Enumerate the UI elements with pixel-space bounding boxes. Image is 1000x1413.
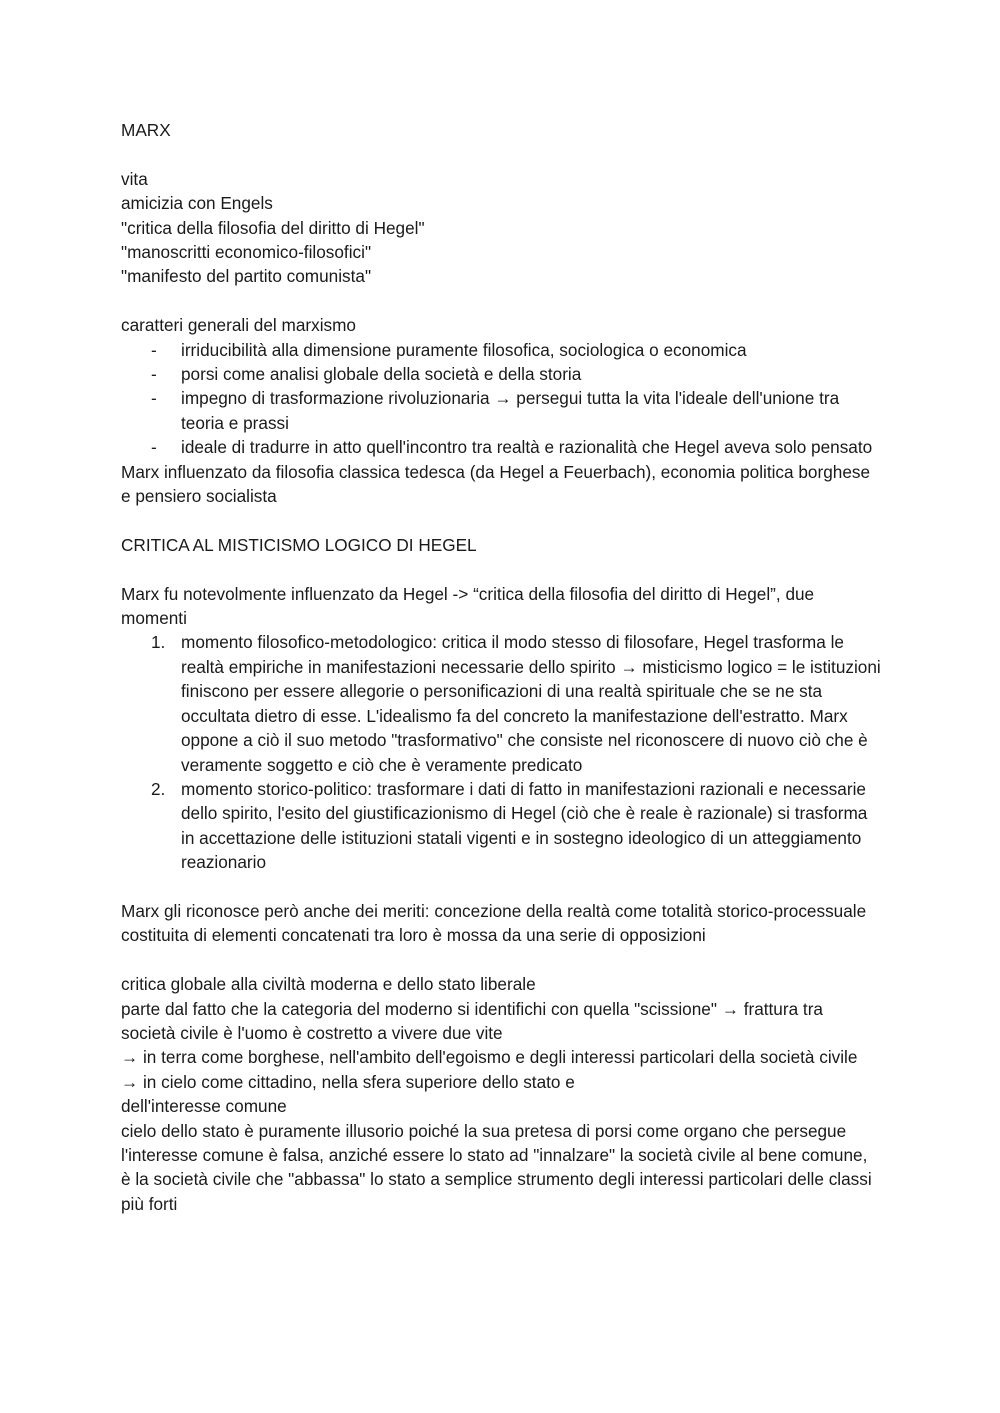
- list-item: [121, 386, 881, 435]
- caratteri-heading: caratteri generali del marxismo: [121, 315, 356, 336]
- document-title: MARX: [121, 120, 171, 140]
- globale-paragraph: dell'interesse comune: [121, 1096, 287, 1117]
- list-item: [121, 777, 881, 875]
- list-item-text: ideale di tradurre in atto quell'incontro tra realtà e razionalità che Hegel aveva solo pensato: [181, 437, 873, 458]
- bullet-marker: -: [151, 437, 157, 458]
- list-item: [121, 630, 881, 776]
- spacer: [121, 948, 881, 972]
- vita-line: amicizia con Engels: [121, 193, 273, 214]
- list-item-text: momento storico-politico: trasformare i dati di fatto in manifestazioni razionali e necessarie dello spirito, l'esito del giustificazionismo di Hegel (ciò che è reale è razionale) si trasforma in accettazione delle istituzioni statali vigenti e in sostegno ideologico di un atteggiamento reazionario: [181, 778, 868, 873]
- spacer: [121, 508, 881, 532]
- globale-paragraph: parte dal fatto che la categoria del moderno si identifichi con quella "scissione" → frattura tra società civile è l'uomo è costretto a vivere due vite: [121, 998, 823, 1043]
- vita-heading: vita: [121, 168, 148, 189]
- list-item: [121, 435, 881, 459]
- document-page: [121, 118, 881, 1216]
- bullet-marker: -: [151, 388, 157, 409]
- bullet-marker: -: [151, 364, 157, 385]
- list-item-text: momento filosofico-metodologico: critica il modo stesso di filosofare, Hegel trasforma le realtà empiriche in manifestazioni necessarie dello spirito → misticismo logico = le istituzioni finiscono per essere allegorie o personificazioni di una realtà spirituale che se ne sta occultata dietro di esse. L'idealismo fa del concreto la manifestazione dell'estratto. Marx oppone a ciò il suo metodo "trasformativo" che consiste nel riconoscere di nuovo ciò che è veramente soggetto e ciò che è veramente predicato: [181, 632, 881, 775]
- bullet-marker: -: [151, 339, 157, 360]
- list-item-text: impegno di trasformazione rivoluzionaria → persegui tutta la vita l'ideale dell'unione tra teoria e prassi: [181, 388, 840, 433]
- globale-heading: critica globale alla civiltà moderna e dello stato liberale: [121, 974, 536, 995]
- list-number: 1.: [151, 632, 166, 653]
- vita-line: "critica della filosofia del diritto di Hegel": [121, 217, 425, 238]
- list-item: [121, 362, 881, 386]
- critica-heading: CRITICA AL MISTICISMO LOGICO DI HEGEL: [121, 534, 477, 555]
- spacer: [121, 557, 881, 581]
- globale-paragraph: cielo dello stato è puramente illusorio poiché la sua pretesa di porsi come organo che persegue l'interesse comune è falsa, anziché essere lo stato ad "innalzare" la società civile al bene comune, è la società civile che "abbassa" lo stato a semplice strumento degli interessi particolari delle classi più forti: [121, 1120, 872, 1214]
- spacer: [121, 289, 881, 313]
- spacer: [121, 875, 881, 899]
- globale-paragraph: → in cielo come cittadino, nella sfera superiore dello stato e: [121, 1071, 575, 1092]
- critica-list: [121, 630, 881, 874]
- vita-line: "manifesto del partito comunista": [121, 266, 372, 287]
- caratteri-list: [121, 338, 881, 460]
- list-item: [121, 338, 881, 362]
- spacer: [121, 142, 881, 166]
- caratteri-after: Marx influenzato da filosofia classica tedesca (da Hegel a Feuerbach), economia politica borghese e pensiero socialista: [121, 461, 871, 507]
- critica-meriti: Marx gli riconosce però anche dei meriti: concezione della realtà come totalità storico-processuale costituita di elementi concatenati tra loro è mossa da una serie di opposizioni: [121, 900, 867, 946]
- list-number: 2.: [151, 778, 166, 799]
- vita-line: "manoscritti economico-filosofici": [121, 242, 372, 263]
- list-item-text: porsi come analisi globale della società e della storia: [181, 364, 582, 385]
- list-item-text: irriducibilità alla dimensione puramente filosofica, sociologica o economica: [181, 339, 747, 360]
- globale-paragraph: → in terra come borghese, nell'ambito dell'egoismo e degli interessi particolari della società civile: [121, 1047, 858, 1068]
- critica-intro: Marx fu notevolmente influenzato da Hegel -> “critica della filosofia del diritto di Hegel”, due momenti: [121, 583, 815, 629]
